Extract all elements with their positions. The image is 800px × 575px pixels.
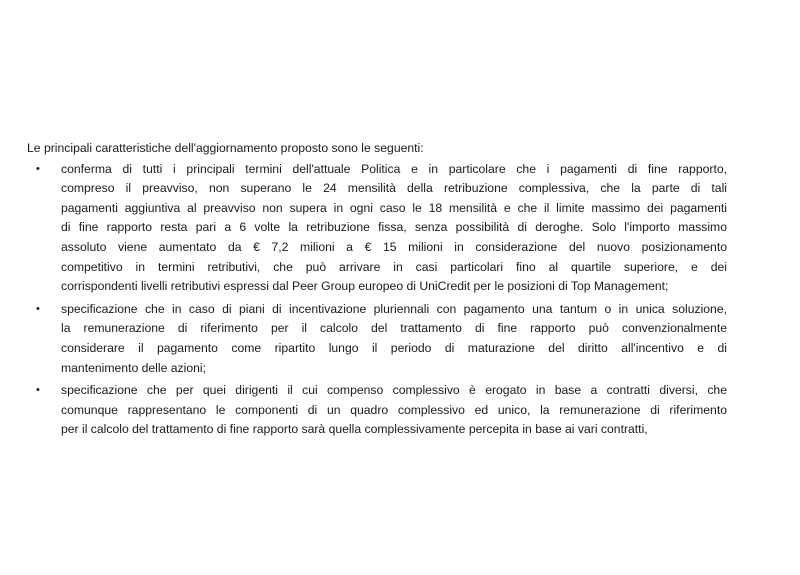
- bullet-text-line: pagamenti aggiuntiva al preavviso non supera in ogni caso le 18 mensilità e che il limite massimo dei pagamenti: [61, 200, 727, 215]
- bullet-text-line: considerare il pagamento come ripartito lungo il periodo di maturazione del diritto all'incentivo e di: [61, 340, 727, 355]
- bullet-text-line: specificazione che per quei dirigenti il cui compenso complessivo è erogato in base a contratti diversi, che: [61, 383, 727, 398]
- bullet-marker: •: [36, 302, 40, 315]
- bullet-text-line: comunque rappresentano le componenti di un quadro complessivo ed unico, la remunerazione di riferimento: [61, 402, 727, 417]
- bullet-text-line: compreso il preavviso, non superano le 24 mensilità della retribuzione complessiva, che la parte di tali: [61, 181, 727, 196]
- document-body: [27, 139, 727, 443]
- bullet-text-line: specificazione che in caso di piani di incentivazione pluriennali con pagamento una tantum o in unica soluzione,: [61, 301, 727, 316]
- bullet-text-line: per il calcolo del trattamento di fine rapporto sarà quella complessivamente percepita in base ai vari contratti,: [61, 422, 648, 437]
- bullet-text-line: la remunerazione di riferimento per il calcolo del trattamento di fine rapporto può convenzionalmente: [61, 321, 727, 336]
- bullet-item: [27, 300, 727, 378]
- bullet-list: [27, 160, 727, 440]
- bullet-text-line: competitivo in termini retributivi, che può arrivare in casi particolari fino al quartile superiore, e dei: [61, 259, 727, 274]
- bullet-marker: •: [36, 384, 40, 397]
- bullet-item: [27, 381, 727, 440]
- bullet-text-line: mantenimento delle azioni;: [61, 360, 206, 375]
- bullet-item: [27, 160, 727, 297]
- bullet-text-line: corrispondenti livelli retributivi espressi dal Peer Group europeo di UniCredit per le posizioni di Top Management;: [61, 279, 669, 294]
- intro-paragraph: Le principali caratteristiche dell'aggiornamento proposto sono le seguenti:: [27, 141, 424, 155]
- bullet-text-line: assoluto viene aumentato da € 7,2 milioni a € 15 milioni in considerazione del nuovo posizionamento: [61, 239, 727, 254]
- bullet-marker: •: [36, 162, 40, 175]
- bullet-text-line: conferma di tutti i principali termini dell'attuale Politica e in particolare che i pagamenti di fine rapporto,: [61, 161, 727, 176]
- bullet-text-line: di fine rapporto resta pari a 6 volte la retribuzione fissa, senza possibilità di deroghe. Solo l'importo massimo: [61, 220, 727, 235]
